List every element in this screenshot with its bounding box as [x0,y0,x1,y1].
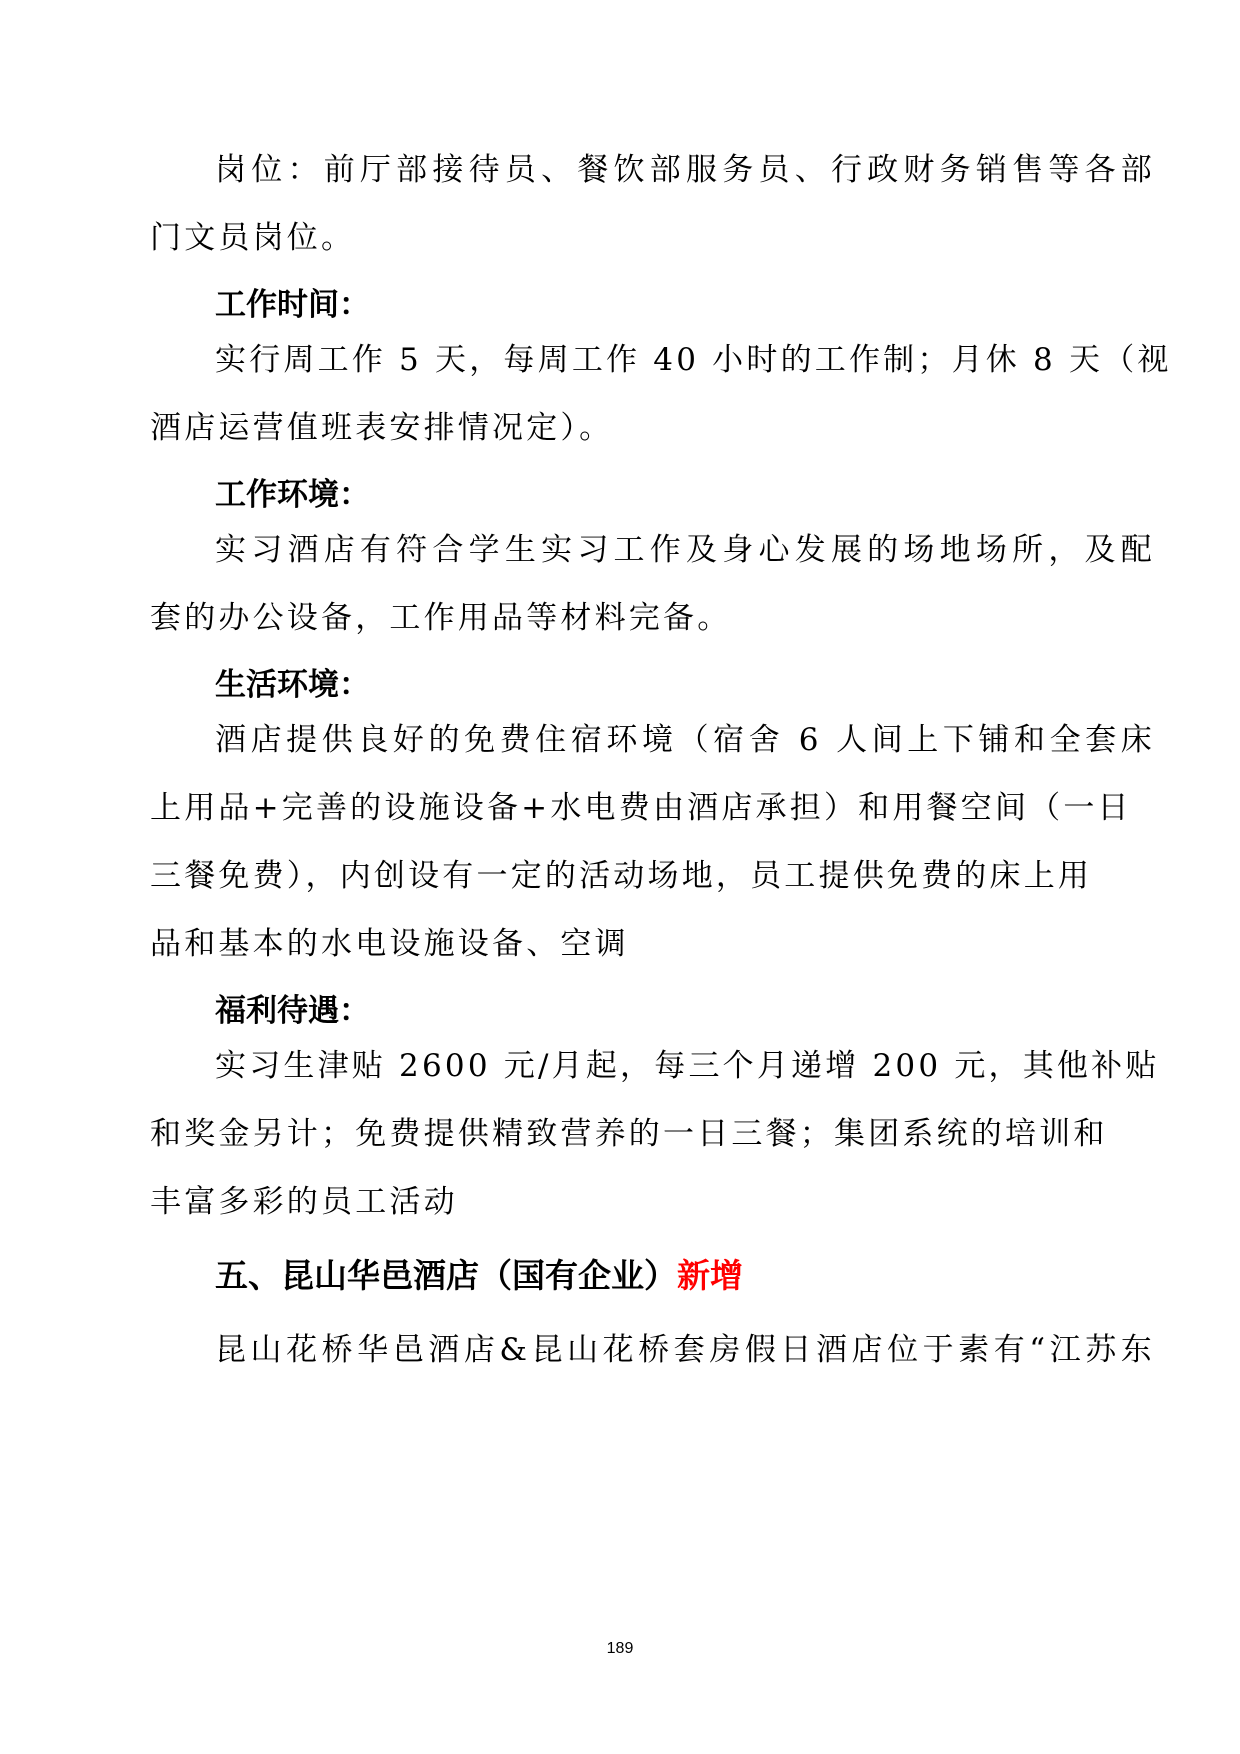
text-line: 上用品+完善的设施设备+水电费由酒店承担）和用餐空间（一日 [150,790,1132,826]
text-line: 岗位：前厅部接待员、餐饮部服务员、行政财务销售等各部 [215,152,1155,188]
text-line: 酒店运营值班表安排情况定）。 [150,410,614,446]
text-line: 门文员岗位。 [150,220,356,256]
text-line: 酒店提供良好的免费住宿环境（宿舍 6 人间上下铺和全套床 [215,722,1155,758]
text-line: 实习生津贴 2600 元/月起，每三个月递增 200 元，其他补贴 [215,1048,1160,1084]
heading-welfare: 福利待遇： [215,993,370,1029]
new-tag: 新增 [677,1256,743,1295]
section-title [215,1255,743,1297]
text-line: 实行周工作 5 天，每周工作 40 小时的工作制；月休 8 天（视 [215,342,1172,378]
text-line: 昆山花桥华邑酒店&昆山花桥套房假日酒店位于素有“江苏东 [215,1332,1155,1368]
heading-work-time: 工作时间： [215,287,370,323]
text-line: 三餐免费），内创设有一定的活动场地，员工提供免费的床上用 [150,858,1093,894]
text-line: 和奖金另计；免费提供精致营养的一日三餐；集团系统的培训和 [150,1116,1108,1152]
text-line: 实习酒店有符合学生实习工作及身心发展的场地场所，及配 [215,532,1155,568]
heading-living-environment: 生活环境： [215,667,370,703]
page-number: 189 [606,1640,634,1657]
text-line: 丰富多彩的员工活动 [150,1184,458,1220]
text-line: 品和基本的水电设施设备、空调 [150,926,629,962]
section-title-text: 五、昆山华邑酒店（国有企业） [215,1256,677,1295]
text-line: 套的办公设备，工作用品等材料完备。 [150,600,732,636]
heading-work-environment: 工作环境： [215,477,370,513]
